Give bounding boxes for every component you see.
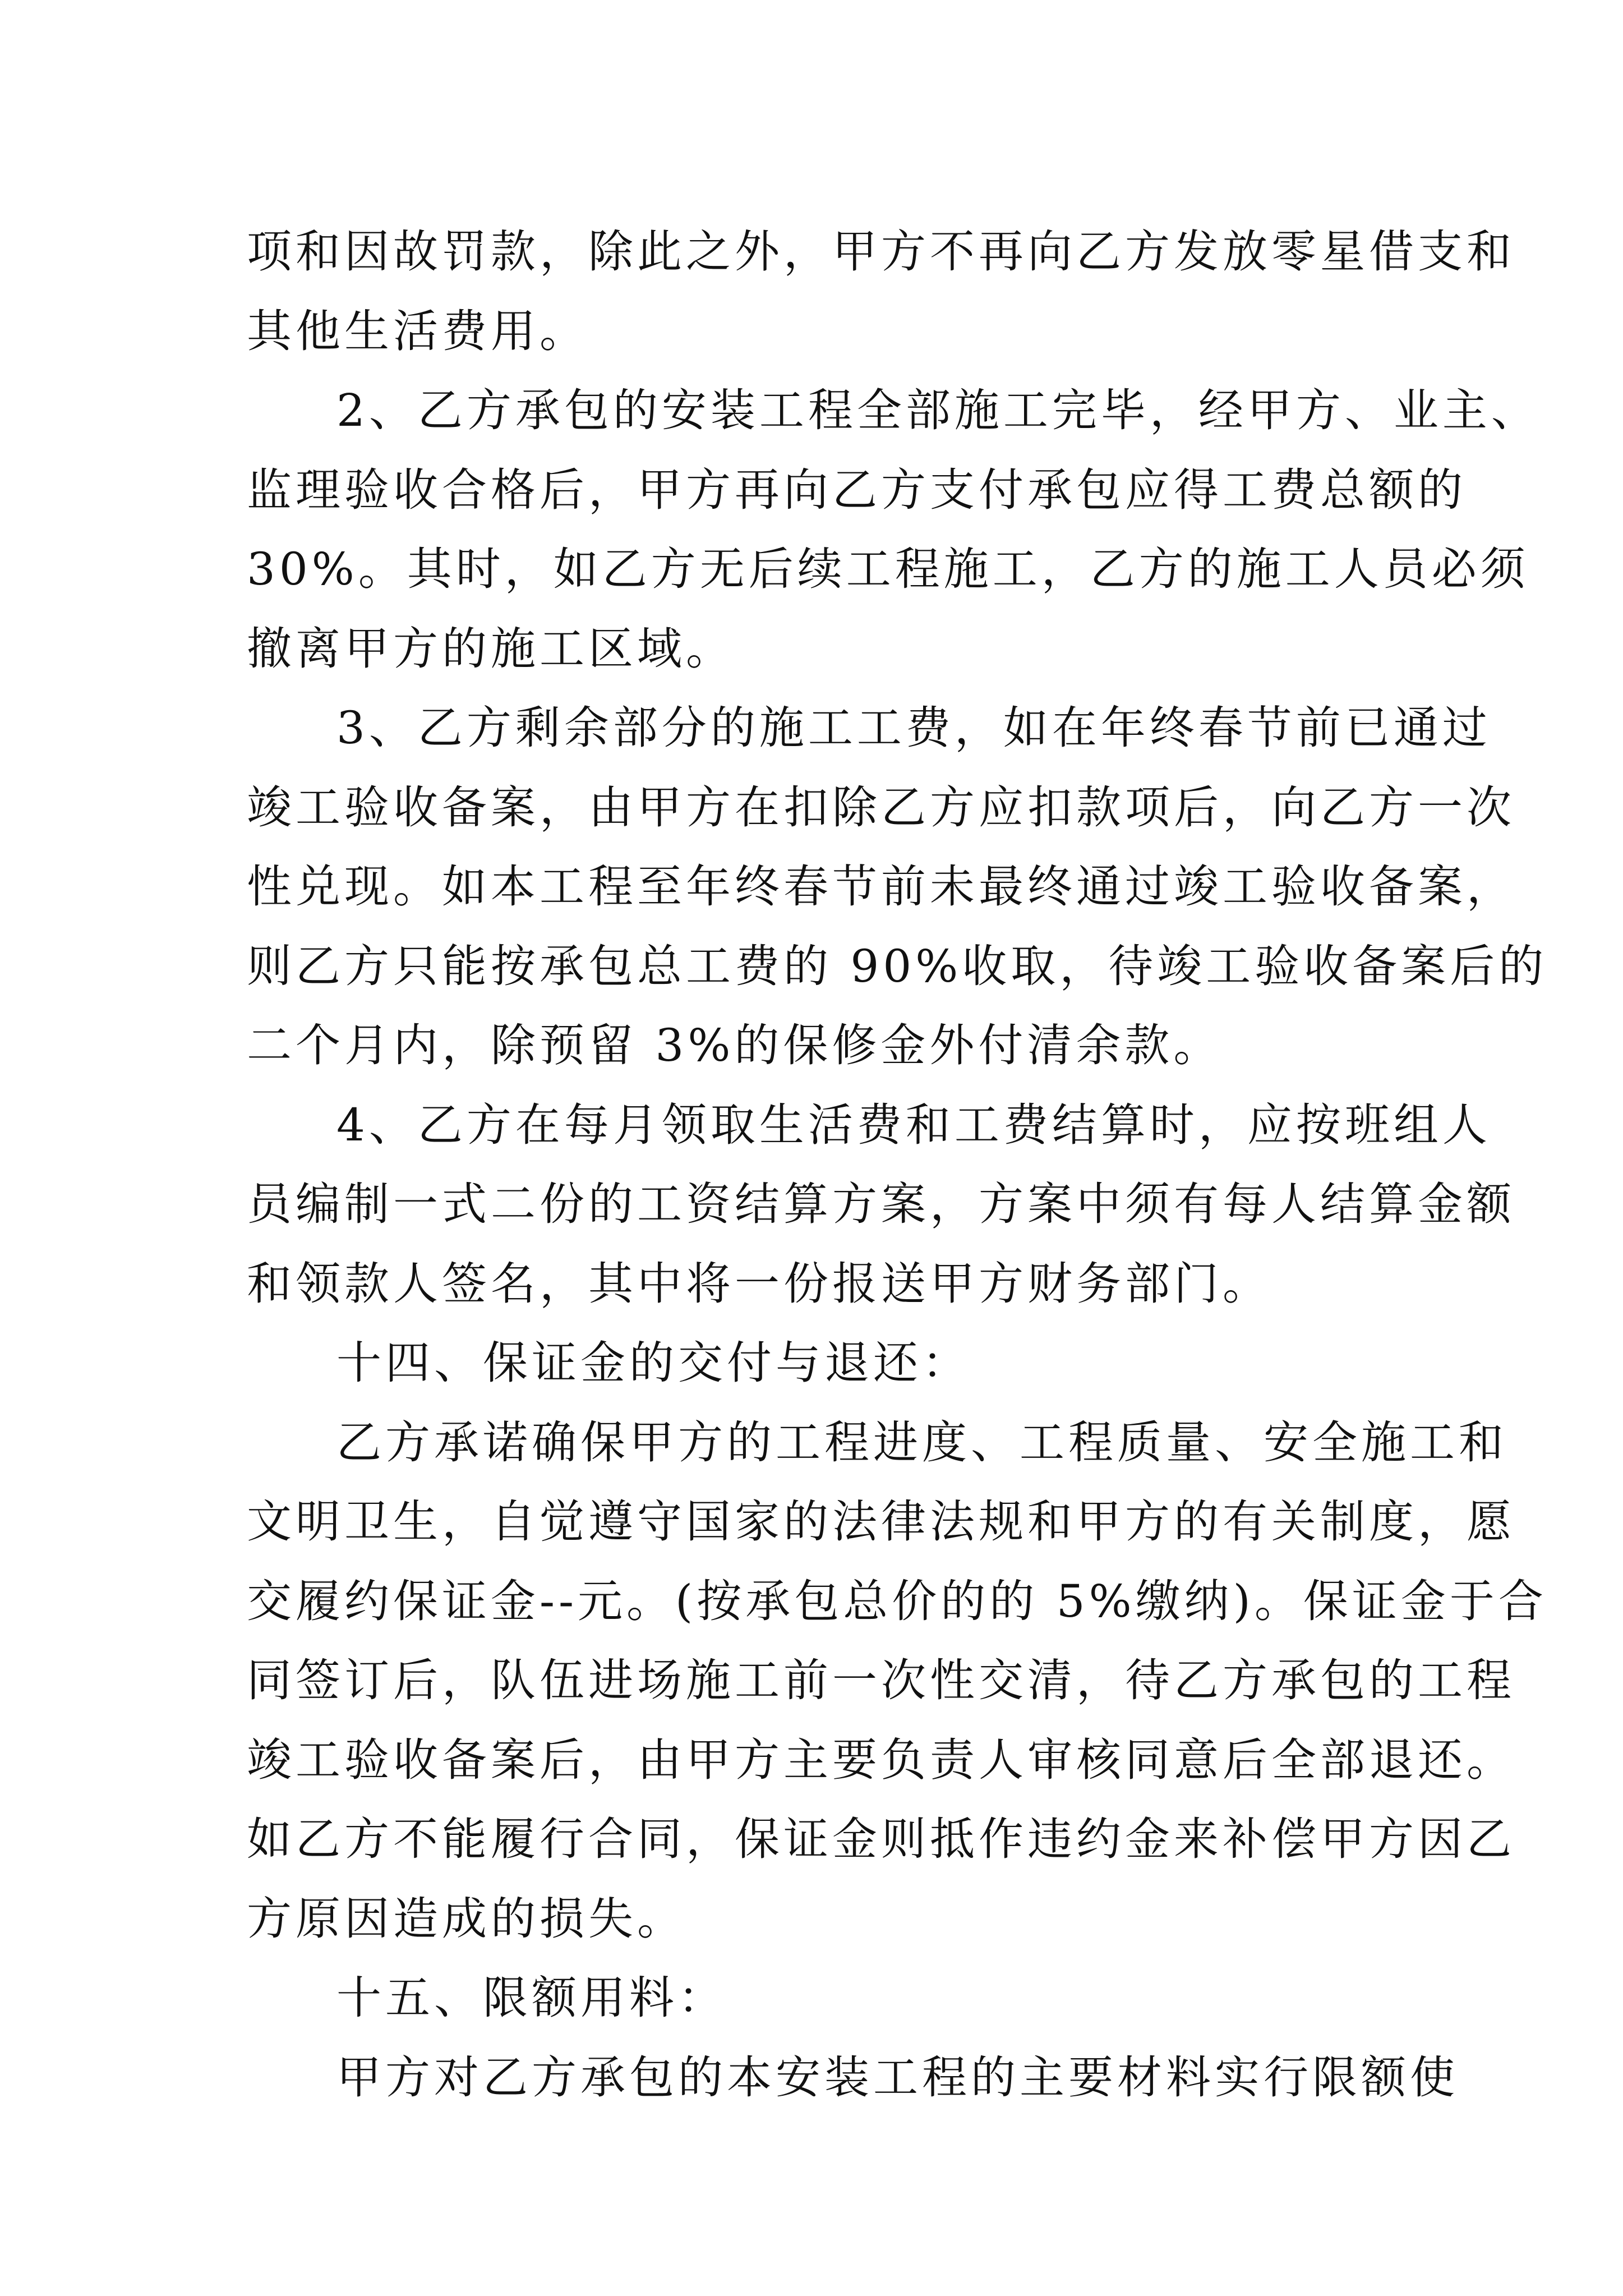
paragraph bbox=[247, 1403, 1547, 1959]
text-line: 同签订后，队伍进场施工前一次性交清，待乙方承包的工程 bbox=[247, 1654, 1515, 1706]
text-line: 和领款人签名，其中将一份报送甲方财务部门。 bbox=[247, 1257, 1271, 1310]
paragraph bbox=[247, 2038, 1459, 2118]
text-line: 撤离甲方的施工区域。 bbox=[247, 622, 735, 675]
paragraph bbox=[247, 371, 1540, 688]
text-line: 4、乙方在每月领取生活费和工费结算时，应按班组人 bbox=[336, 1098, 1491, 1151]
paragraph bbox=[247, 212, 1515, 371]
text-line: 员编制一式二份的工资结算方案，方案中须有每人结算金额 bbox=[247, 1178, 1515, 1230]
text-line: 其他生活费用。 bbox=[247, 305, 588, 357]
text-line: 项和因故罚款，除此之外，甲方不再向乙方发放零星借支和 bbox=[247, 226, 1515, 278]
text-line: 监理验收合格后，甲方再向乙方支付承包应得工费总额的 bbox=[247, 463, 1467, 516]
text-line: 2、乙方承包的安装工程全部施工完毕，经甲方、业主、 bbox=[336, 384, 1540, 436]
paragraph bbox=[247, 1085, 1515, 1324]
paragraph bbox=[247, 688, 1548, 1085]
text-line: 甲方对乙方承包的本安装工程的主要材料实行限额使 bbox=[336, 2051, 1459, 2104]
heading-line: 十五、限额用料： bbox=[336, 1972, 727, 2024]
text-line: 交履约保证金--元。(按承包总价的的 5%缴纳)。保证金于合 bbox=[247, 1575, 1547, 1627]
text-line: 30%。其时，如乙方无后续工程施工，乙方的施工人员必须 bbox=[247, 543, 1529, 595]
text-line: 乙方承诺确保甲方的工程进度、工程质量、安全施工和 bbox=[336, 1416, 1507, 1469]
text-line: 竣工验收备案后，由甲方主要负责人审核同意后全部退还。 bbox=[247, 1733, 1515, 1786]
text-line: 性兑现。如本工程至年终春节前未最终通过竣工验收备案， bbox=[247, 861, 1515, 913]
document-body bbox=[247, 212, 1548, 2117]
text-line: 如乙方不能履行合同，保证金则抵作违约金来补偿甲方因乙 bbox=[247, 1813, 1515, 1865]
text-line: 则乙方只能按承包总工费的 90%收取，待竣工验收备案后的 bbox=[247, 940, 1548, 992]
text-line: 方原因造成的损失。 bbox=[247, 1892, 686, 1945]
section-heading bbox=[247, 1323, 1380, 1403]
text-line: 文明卫生，自觉遵守国家的法律法规和甲方的有关制度，愿 bbox=[247, 1496, 1515, 1548]
text-line: 竣工验收备案，由甲方在扣除乙方应扣款项后，向乙方一次 bbox=[247, 781, 1515, 834]
section-heading bbox=[247, 1958, 1380, 2038]
text-line: 3、乙方剩余部分的施工工费，如在年终春节前已通过 bbox=[336, 702, 1491, 754]
text-line: 二个月内，除预留 3%的保修金外付清余款。 bbox=[247, 1019, 1223, 1071]
heading-line: 十四、保证金的交付与退还： bbox=[336, 1337, 971, 1389]
